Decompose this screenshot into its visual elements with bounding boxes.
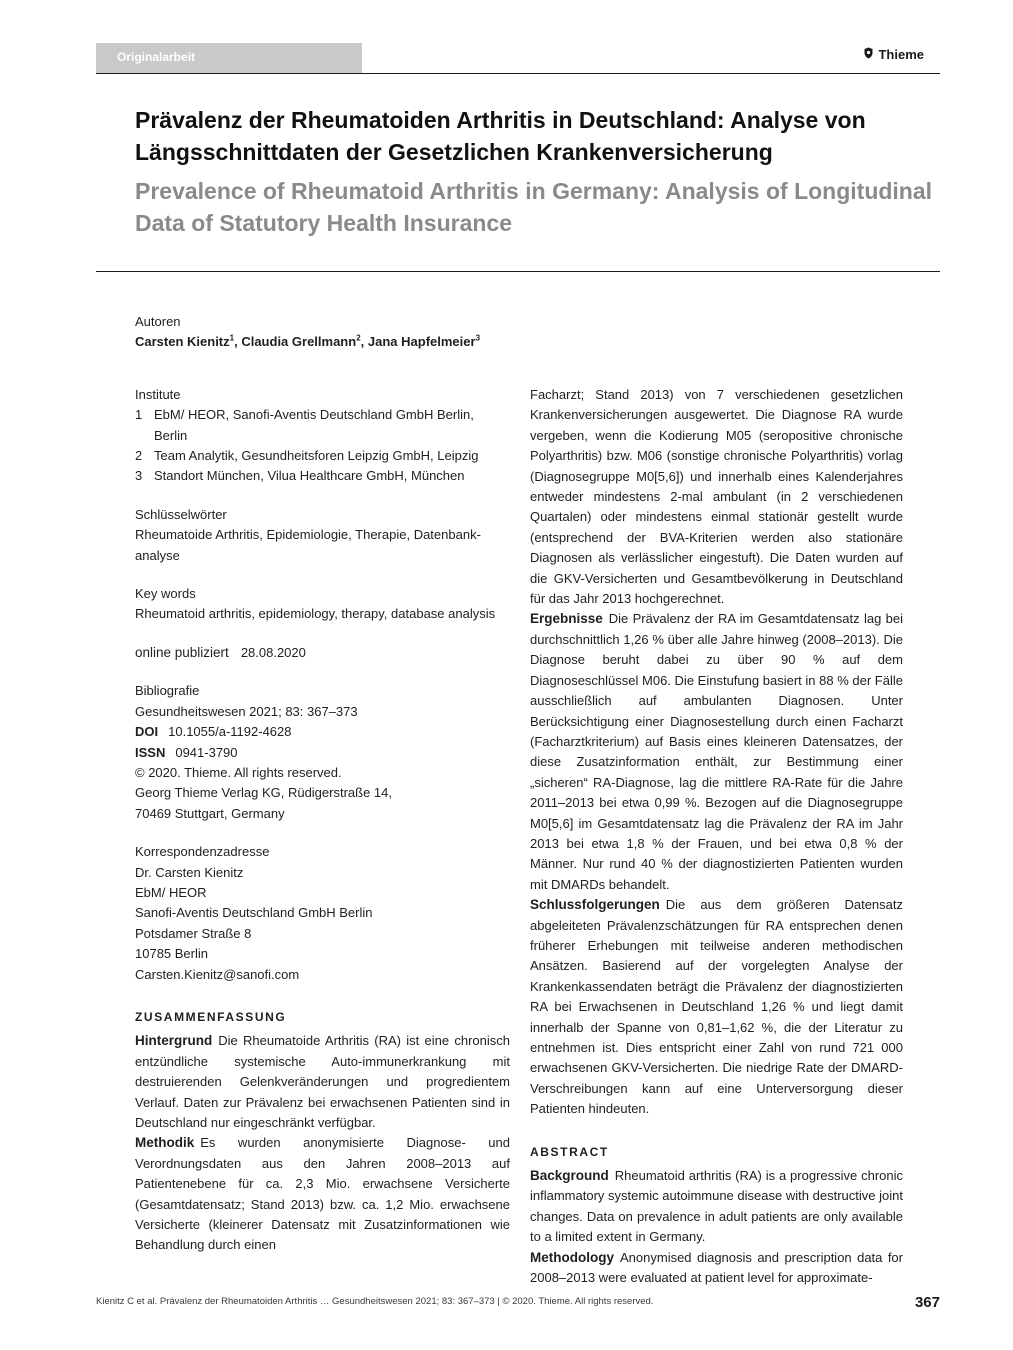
schlussfolgerungen-paragraph	[530, 895, 903, 1119]
author-2-affiliation: 2	[356, 334, 361, 344]
correspondence-line: Dr. Carsten Kienitz	[135, 864, 244, 880]
author-1-affiliation: 1	[229, 334, 235, 344]
category-tab: Originalarbeit	[96, 43, 362, 74]
publisher-name: Thieme	[878, 47, 924, 62]
title-english: Prevalence of Rheumatoid Arthritis in Germany: Analysis of Longitudinal Data of Statutory Health Insurance	[135, 178, 933, 236]
institutes-block	[135, 385, 510, 487]
methodik-label: Methodik	[135, 1135, 195, 1151]
journal-reference: Gesundheitswesen 2021; 83: 367–373	[135, 703, 358, 719]
hintergrund-label: Hintergrund	[135, 1033, 213, 1049]
hintergrund-text: Die Rheumatoide Arthritis (RA) ist eine chronisch entzündliche systemische Auto-immunerkrankung mit destruierenden Gelenkveränderungen und progredientem Verlauf. Daten zur Prävalenz bei erwachsenen Patienten sind in Deutschland nur eingeschränkt verfügbar.	[135, 1033, 510, 1130]
keywords-english-label: Key words	[135, 586, 196, 602]
author-1: Carsten Kienitz	[135, 334, 230, 350]
footer-citation: Kienitz C et al. Prävalenz der Rheumatoiden Arthritis … Gesundheitswesen 2021; 83: 367–373 | © 2020. Thieme. All rights reserved.	[96, 1296, 654, 1307]
keywords-english-text: Rheumatoid arthritis, epidemiology, therapy, database analysis	[135, 606, 496, 622]
author-3: Jana Hapfelmeier	[367, 334, 476, 350]
online-published-label: online publiziert	[135, 644, 229, 660]
left-column	[135, 312, 510, 1256]
institute-number: 3	[135, 468, 143, 484]
institute-item	[135, 405, 510, 446]
authors-list: Carsten Kienitz$^1$, Claudia Grellmann$^2$, Jana Hapfelmeier$^3$	[135, 334, 481, 350]
online-published	[135, 643, 510, 663]
methodology-text: Anonymised diagnosis and prescription data for 2008–2013 were evaluated at patient level for approximate-	[530, 1249, 903, 1286]
institute-item	[135, 466, 510, 486]
background-paragraph	[530, 1166, 903, 1248]
copyright-line: © 2020. Thieme. All rights reserved.	[135, 764, 342, 780]
title-german: Prävalenz der Rheumatoiden Arthritis in Deutschland: Analyse von Längsschnittdaten der Gesetzlichen Krankenversicherung	[135, 107, 866, 165]
correspondence-email: Carsten.Kienitz@sanofi.com	[135, 966, 300, 982]
institute-number: 1	[135, 407, 143, 423]
methodik-continued: Facharzt; Stand 2013) von 7 verschiedenen gesetzlichen Krankenversicherungen ausgewertet. Die Diagnose RA wurde vergeben, wenn die Kodierung M05 (seropositive chronische Polyarthritis) bzw. M06 (sonstige chronische Polyarthritis) vorlag (Diagnosegruppe M0[5,6]) und innerhalb eines Kalenderjahres entweder mindestens 2-mal ambulant (in 2 verschiedenen Quartalen) oder mindestens einmal stationär gestellt wurde (entsprechend der BVA-Kriterien werden also stationäre Diagnosen als verlässlicher eingestuft). Die Daten wurden auf die GKV-Versicherten und Gesamtbevölkerung in Deutschland für das Jahr 2013 hochgerechnet.	[530, 387, 903, 607]
institute-item	[135, 446, 510, 466]
institute-text: EbM/ HEOR, Sanofi-Aventis Deutschland GmbH Berlin, Berlin	[154, 407, 474, 443]
keywords-german-block	[135, 505, 510, 566]
methodik-text-part1: Es wurden anonymisierte Diagnose- und Verordnungsdaten aus den Jahren 2008–2013 auf Patientenebene für ca. 2,3 Mio. erwachsene Versicherte (Gesamtdatensatz; Stand 2013) bzw. ca. 1,2 Mio. erwachsene Versicherte (kleinerer Datensatz mit Zusatzinformationen wie Behandlung durch einen	[135, 1135, 510, 1253]
schlussfolgerungen-label: Schlussfolgerungen	[530, 897, 660, 913]
doi-label: DOI	[135, 724, 159, 740]
issn-line	[135, 743, 510, 763]
page-number: 367	[914, 1294, 940, 1311]
background-text: Rheumatoid arthritis (RA) is a progressive chronic inflammatory systemic autoimmune disease with destructive joint changes. Data on prevalence in adult patients are only available to a limited extent in Germany.	[530, 1168, 903, 1245]
keywords-german-label: Schlüsselwörter	[135, 506, 227, 522]
doi-value: 10.1055/a-1192-4628	[168, 724, 292, 740]
correspondence-block	[135, 842, 510, 985]
correspondence-line: EbM/ HEOR	[135, 884, 207, 900]
institutes-label: Institute	[135, 386, 181, 402]
authors-block	[135, 312, 510, 353]
ergebnisse-paragraph	[530, 609, 903, 895]
thieme-crest-icon	[863, 47, 874, 62]
methodology-paragraph	[530, 1248, 903, 1289]
author-2: Claudia Grellmann	[241, 334, 357, 350]
keywords-english-block	[135, 584, 510, 625]
issn-label: ISSN	[135, 744, 166, 760]
institute-number: 2	[135, 448, 143, 464]
keywords-german-text: Rheumatoide Arthritis, Epidemiologie, Therapie, Datenbankanalyse	[135, 527, 481, 563]
publisher-city: 70469 Stuttgart, Germany	[135, 805, 285, 821]
institute-text: Standort München, Vilua Healthcare GmbH, München	[154, 468, 465, 484]
abstract-heading: ABSTRACT	[530, 1144, 609, 1159]
correspondence-line: Potsdamer Straße 8	[135, 925, 252, 941]
hintergrund-paragraph	[135, 1031, 510, 1133]
ergebnisse-text: Die Prävalenz der RA im Gesamtdatensatz lag bei durchschnittlich 1,26 % über alle Jahre hinweg (2008–2013). Die Diagnose beruht dabei zu über 90 % auf dem Diagnoseschlüssel M06. Die Einstufung basiert in 88 % der Fälle ausschließlich auf ambulanten Diagnosen. Unter Berücksichtigung einer Diagnosestellung durch einen Facharzt (Facharztkriterium) auf Basis eines kleineren Datensatzes, der diese Zusatzinformation enthält, zur Bestimmung einer „sicheren“ RA-Diagnose, lag die mittlere RA-Rate für die Jahre 2011–2013 bei etwa 0,99 %. Bezogen auf die Diagnosegruppe M0[5,6] im Gesamtdatensatz lag die Prävalenz der RA im Jahr 2013 bei etwa 1,8 % der Frauen, und bei etwa 0,8 % der Männer. Nur rund 40 % der diagnostizierten Patienten wurden mit DMARDs behandelt.	[530, 611, 903, 892]
publisher-address: Georg Thieme Verlag KG, Rüdigerstraße 14,	[135, 785, 392, 801]
publisher-brand	[863, 47, 924, 62]
bibliography-label: Bibliografie	[135, 683, 200, 699]
methodology-label: Methodology	[530, 1249, 614, 1265]
ergebnisse-label: Ergebnisse	[530, 611, 603, 627]
correspondence-line: Sanofi-Aventis Deutschland GmbH Berlin	[135, 905, 373, 921]
schlussfolgerungen-text: Die aus dem größeren Datensatz abgeleiteten Prävalenzschätzungen für RA entsprechen denen früherer Erhebungen mit teilweise anderen methodischen Ansätzen. Basierend auf der vorgelegten Analyse der Krankenkassendaten beträgt die Prävalenz der diagnostizierten RA bei Erwachsenen in Deutschland 1,26 % und liegt damit innerhalb der Spanne von 0,81–1,62 %, die der Literatur zu entnehmen ist. Dies entspricht einer Zahl von rund 721 000 erwachsenen GKV-Versicherten. Die niedrige Rate der DMARD-Verschreibungen kann auf eine Unterversorgung dieser Patienten hindeuten.	[530, 897, 903, 1117]
authors-label: Autoren	[135, 314, 181, 329]
author-3-affiliation: 3	[475, 334, 481, 344]
bibliography-block	[135, 681, 510, 824]
correspondence-line: 10785 Berlin	[135, 946, 208, 962]
doi-line	[135, 722, 510, 742]
institute-text: Team Analytik, Gesundheitsforen Leipzig GmbH, Leipzig	[154, 448, 479, 464]
right-column	[530, 385, 903, 1288]
title-rule	[96, 271, 940, 272]
correspondence-label: Korrespondenzadresse	[135, 844, 270, 860]
zusammenfassung-heading: ZUSAMMENFASSUNG	[135, 1009, 287, 1024]
background-label: Background	[530, 1168, 609, 1184]
issn-value: 0941-3790	[175, 744, 238, 760]
online-published-date: 28.08.2020	[240, 644, 306, 660]
header-rule	[96, 73, 940, 74]
methodik-paragraph	[135, 1133, 510, 1255]
